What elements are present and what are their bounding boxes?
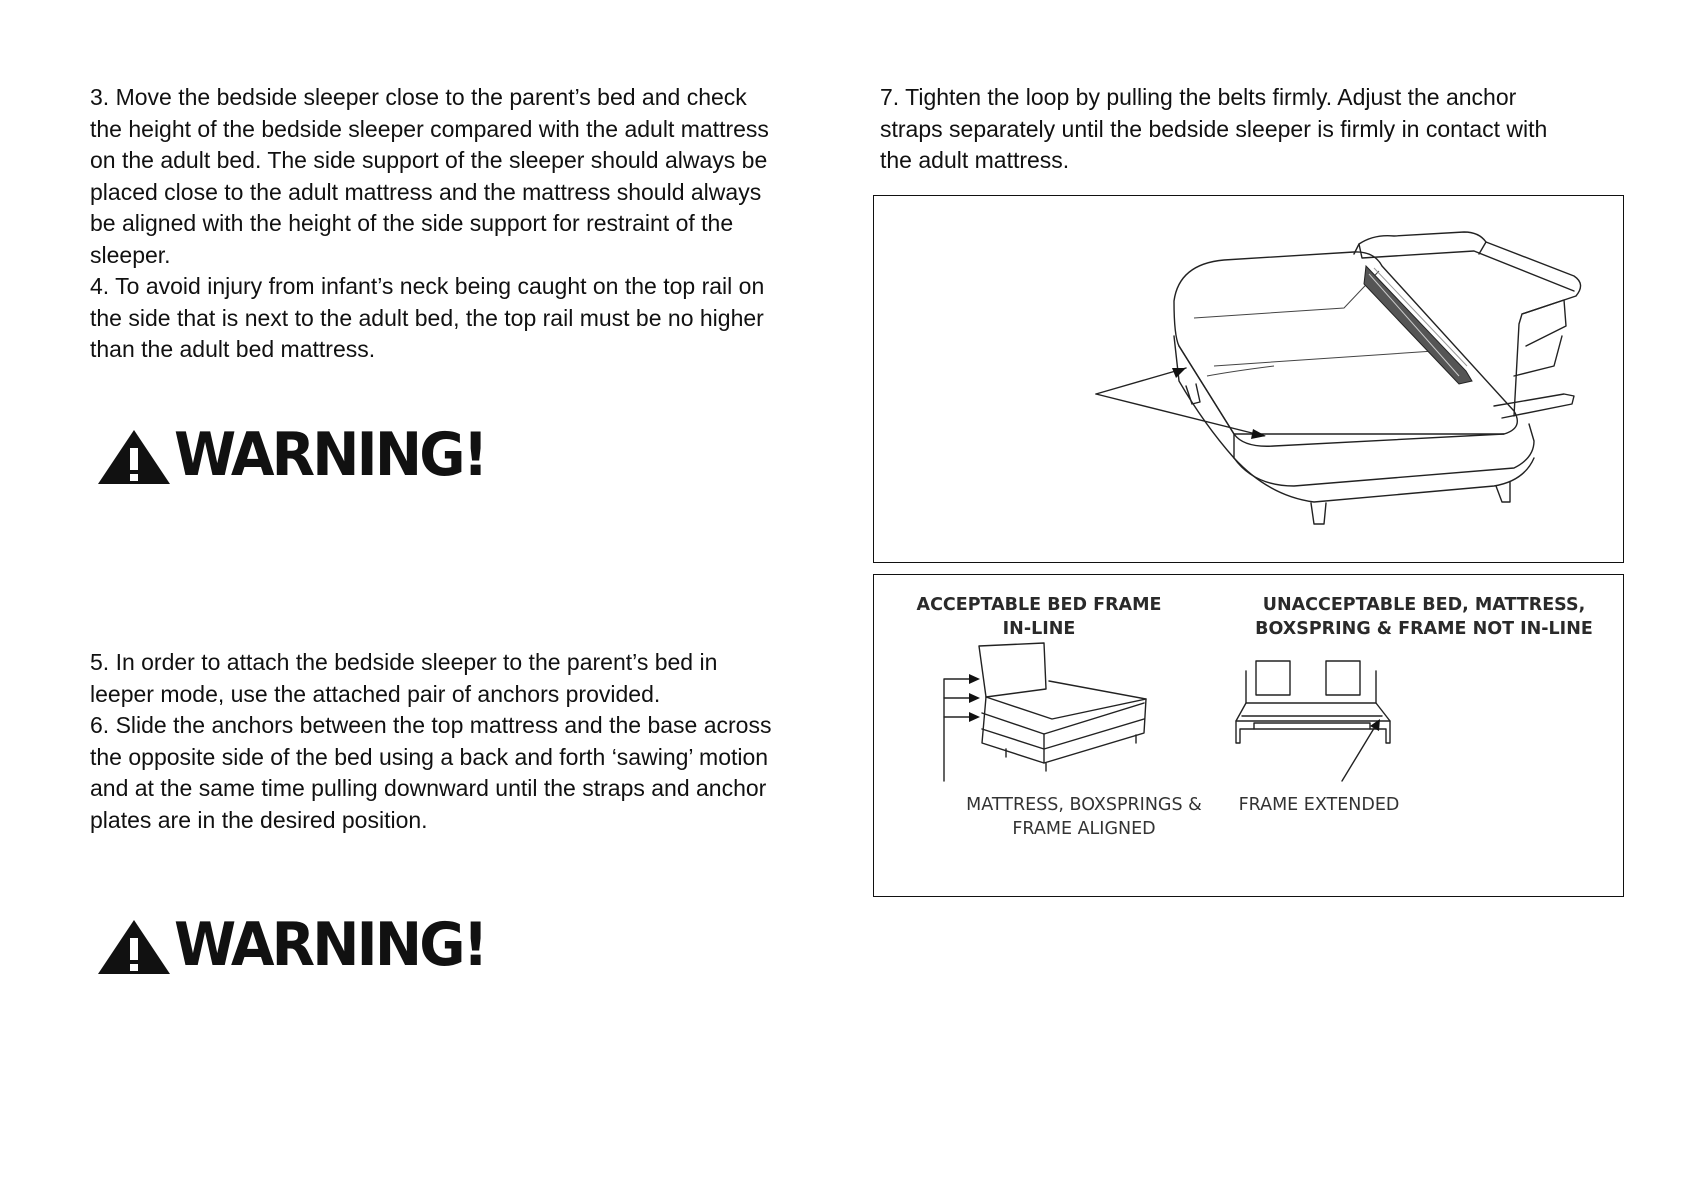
unacceptable-heading: UNACCEPTABLE BED, MATTRESS, BOXSPRING & FRAME NOT IN-LINE xyxy=(1255,595,1593,639)
warning-text: WARNING! xyxy=(174,420,486,490)
instruction-steps-3-4: 3. Move the bedside sleeper close to the parent’s bed and check the height of the bedside sleeper compared with the adult mattress on the adult bed. The side support of the sleeper should always be placed close to the adult mattress and the mattress should always be aligned with the height of the side support for restraint of the sleeper. 4. To avoid injury from infant’s neck being caught on the top rail on the side that is next to the adult bed, the top rail must be no higher than the adult bed mattress. xyxy=(90,84,769,362)
warning-heading-1 xyxy=(96,420,516,494)
sleeper-mesh-panel xyxy=(1364,266,1472,384)
unacceptable-caption: FRAME EXTENDED xyxy=(1238,795,1400,815)
acceptable-heading: ACCEPTABLE BED FRAME IN-LINE xyxy=(916,595,1162,639)
figure-sleeper-attached xyxy=(873,195,1624,563)
warning-text: WARNING! xyxy=(174,910,486,980)
warning-triangle-icon xyxy=(96,914,172,978)
warning-heading-2 xyxy=(96,910,516,984)
warning-triangle-icon xyxy=(96,424,172,488)
instruction-step-7: 7. Tighten the loop by pulling the belts firmly. Adjust the anchor straps separately until the bedside sleeper is firmly in contact with the adult mattress. xyxy=(880,84,1548,173)
instruction-steps-5-6: 5. In order to attach the bedside sleeper to the parent’s bed in leeper mode, use the attached pair of anchors provided. 6. Slide the anchors between the top mattress and the base across the opposite side of the bed using a back and forth ‘sawing’ motion and at the same time pulling downward until the straps and anchor plates are in the desired position. xyxy=(90,649,772,833)
unacceptable-bed-icon xyxy=(1236,661,1390,781)
figure-bed-alignment xyxy=(873,574,1624,897)
acceptable-caption: MATTRESS, BOXSPRINGS & FRAME ALIGNED xyxy=(966,795,1202,839)
bedside-sleeper-attached-illustration xyxy=(874,196,1625,564)
acceptable-bed-icon xyxy=(944,643,1146,781)
